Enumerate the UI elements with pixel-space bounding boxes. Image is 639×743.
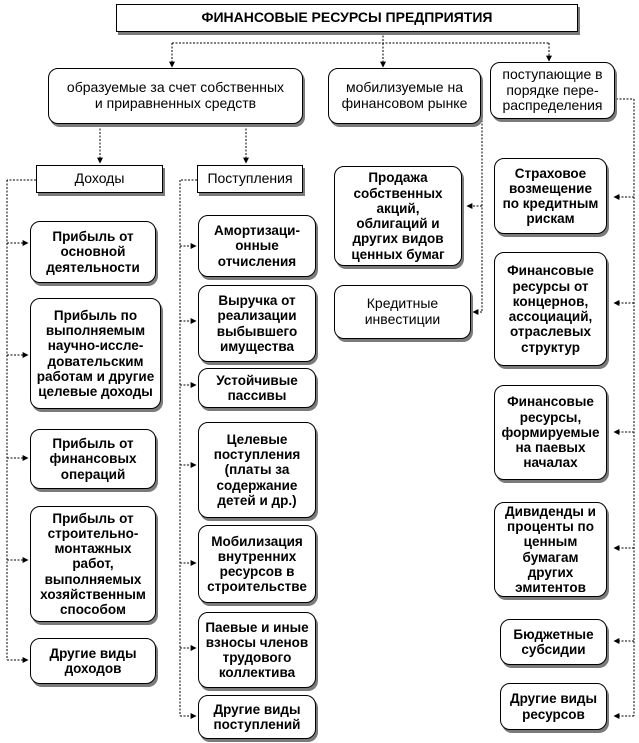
receipts-item-2: Выручка от реализации выбывшего имущества (198, 285, 316, 362)
income-item-5: Другие виды доходов (30, 638, 156, 684)
receipts-item-7: Другие виды поступлений (198, 695, 316, 739)
income-item-1: Прибыль от основной деятельности (30, 221, 156, 283)
category-financial-market: мобилизуемые на финансовом рынке (328, 68, 481, 124)
redistribution-item-5: Бюджетные субсидии (500, 619, 607, 665)
market-item-2: Кредитные инвестиции (334, 285, 471, 339)
diagram-title: ФИНАНСОВЫЕ РЕСУРСЫ ПРЕДПРИЯТИЯ (116, 4, 578, 32)
market-item-1: Продажа собственных акций, облигаций и других видов ценных бумаг (334, 166, 462, 266)
receipts-item-5: Мобилизация внутренних ресурсов в строительстве (198, 525, 316, 603)
redistribution-item-6: Другие виды ресурсов (500, 683, 607, 730)
redistribution-item-3: Финансовые ресурсы, формируемые на паевых началах (494, 385, 607, 480)
redistribution-item-4: Дивиденды и проценты по ценным бумагам других эмитентов (494, 502, 607, 597)
receipts-item-1: Амортизаци- онные отчисления (198, 215, 316, 277)
income-header: Доходы (36, 165, 163, 193)
receipts-item-3: Устойчивые пассивы (198, 368, 316, 408)
receipts-header: Поступления (197, 165, 303, 193)
income-item-4: Прибыль от строительно- монтажных работ, выполняемых хозяйственным способом (30, 506, 156, 622)
receipts-item-6: Паевые и иные взносы членов трудового коллектива (198, 612, 316, 688)
income-item-2: Прибыль по выполняемым научно-иссле- довательским работам и другие целевые доходы (30, 298, 161, 409)
redistribution-item-1: Страховое возмещение по кредитным рискам (494, 158, 607, 234)
category-redistribution: поступающие в порядке пере- распределения (490, 62, 615, 119)
income-item-3: Прибыль от финансовых операций (30, 429, 156, 489)
category-own-funds: образуемые за счет собственных и приравненных средств (48, 68, 303, 124)
redistribution-item-2: Финансовые ресурсы от концернов, ассоциаций, отраслевых структур (494, 252, 607, 366)
receipts-item-4: Целевые поступления (платы за содержание детей и др.) (198, 422, 316, 518)
